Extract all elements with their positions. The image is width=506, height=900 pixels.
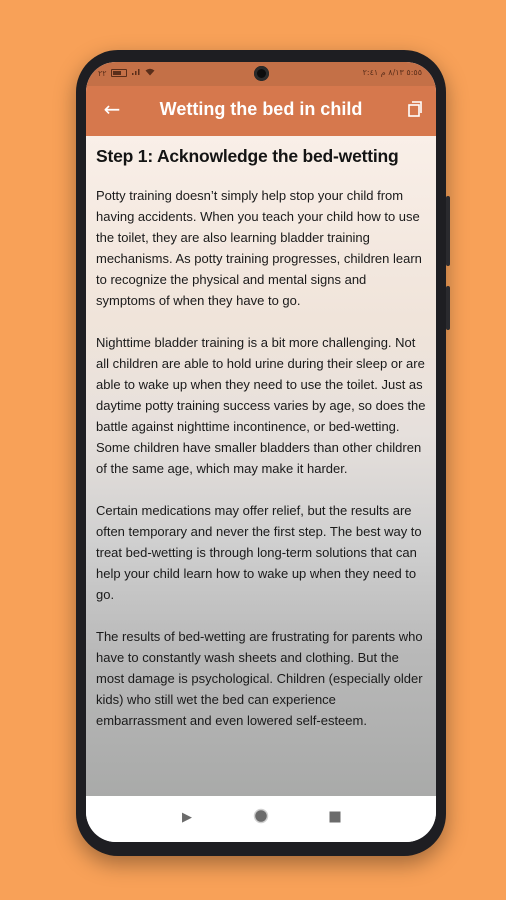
volume-button xyxy=(446,196,450,266)
article-paragraph: The results of bed-wetting are frustrating for parents who have to constantly wash sheets and clothing. But the most damage is psychological. Children (especially older kids) who still wet the bed can experience embarrassment and even lowered self-esteem. xyxy=(96,629,423,728)
status-bar xyxy=(86,62,436,86)
phone-screen xyxy=(86,62,436,842)
app-bar xyxy=(86,86,436,136)
article-body xyxy=(96,146,428,752)
article-heading: Step 1: Acknowledge the bed-wetting xyxy=(96,146,399,166)
battery-icon xyxy=(111,69,127,77)
arrow-left-icon[interactable]: ← xyxy=(103,97,121,121)
home-circle-icon[interactable] xyxy=(253,808,269,828)
wifi-icon xyxy=(145,68,155,78)
power-button xyxy=(446,286,450,330)
front-camera xyxy=(254,66,269,81)
status-left xyxy=(98,68,155,78)
status-left-text: ٢٢ xyxy=(98,68,107,78)
page-title: Wetting the bed in child xyxy=(159,99,363,119)
signal-icon xyxy=(131,68,141,78)
play-back-icon[interactable]: ▶ xyxy=(182,810,192,825)
recents-square-icon[interactable] xyxy=(329,811,341,827)
article-paragraph: Certain medications may offer relief, but the results are often temporary and never the first step. The best way to treat bed-wetting is through long-term solutions that can help your child learn how to wake up when they need to go. xyxy=(96,503,422,602)
status-right-text: ٥:٥٥ ٨/١٣ م ٢:٤١ xyxy=(362,68,422,77)
navigation-bar xyxy=(86,796,436,842)
article-paragraph: Nighttime bladder training is a bit more challenging. Not all children are able to hold urine during their sleep or are able to wake up when they need to use the toilet. Just as daytime potty training success varies by age, so does the battle against nighttime incontinence, or bed-wetting. Some children have smaller bladders than other children of the same age, which may make it harder. xyxy=(96,335,426,476)
article-paragraph: Potty training doesn’t simply help stop your child from having accidents. When you teach your child how to use the toilet, they are also learning bladder training mechanisms. As potty training progresses, children learn to recognize the physical and mental signs and symptoms of when they have to go. xyxy=(96,188,422,308)
share-icon[interactable] xyxy=(406,100,424,118)
article-content[interactable] xyxy=(86,136,436,796)
